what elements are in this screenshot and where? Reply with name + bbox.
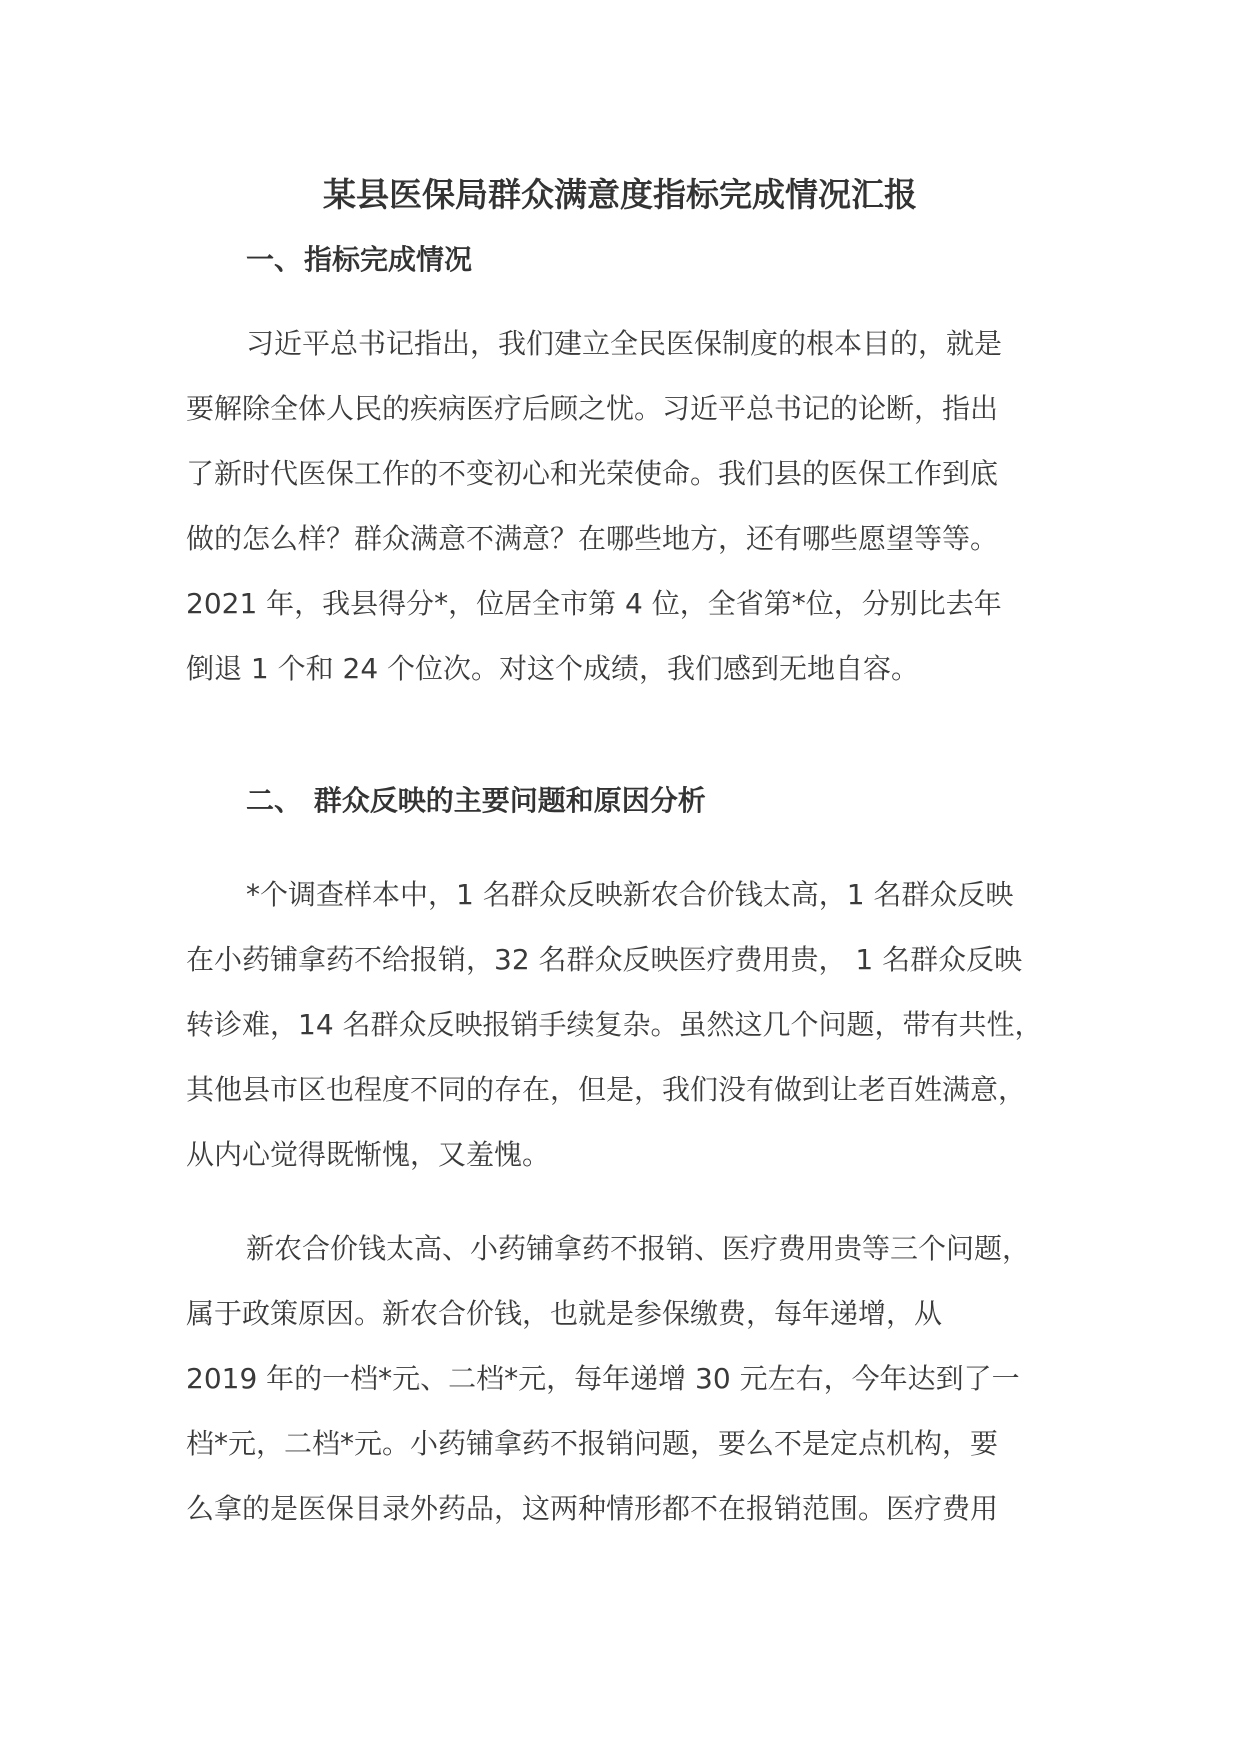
paragraph-line: 做的怎么样？群众满意不满意？在哪些地方，还有哪些愿望等等。 bbox=[186, 522, 999, 555]
paragraph-3 bbox=[186, 1216, 1066, 1541]
paragraph-line: 么拿的是医保目录外药品，这两种情形都不在报销范围。医疗费用 bbox=[186, 1492, 999, 1525]
paragraph-line: 转诊难，14 名群众反映报销手续复杂。虽然这几个问题，带有共性， bbox=[186, 1008, 1043, 1041]
section-heading-1-text: 指标完成情况 bbox=[304, 243, 473, 276]
paragraph-line: 习近平总书记指出，我们建立全民医保制度的根本目的，就是 bbox=[246, 327, 1003, 360]
paragraph-line: 了新时代医保工作的不变初心和光荣使命。我们县的医保工作到底 bbox=[186, 457, 999, 490]
paragraph-line: 倒退 1 个和 24 个位次。对这个成绩，我们感到无地自容。 bbox=[186, 652, 920, 685]
section-heading-1 bbox=[246, 238, 472, 282]
section-heading-2-text: 群众反映的主要问题和原因分析 bbox=[313, 784, 706, 817]
paragraph-line: 2019 年的一档*元、二档*元，每年递增 30 元左右，今年达到了一 bbox=[186, 1362, 1020, 1395]
section-heading-2-number: 二、 bbox=[246, 784, 303, 817]
document-title: 某县医保局群众满意度指标完成情况汇报 bbox=[323, 175, 917, 214]
paragraph-1 bbox=[186, 311, 1066, 701]
paragraph-line: 其他县市区也程度不同的存在，但是，我们没有做到让老百姓满意， bbox=[186, 1073, 1027, 1106]
section-heading-1-number: 一、 bbox=[246, 243, 303, 276]
paragraph-line: 档*元，二档*元。小药铺拿药不报销问题，要么不是定点机构，要 bbox=[186, 1427, 999, 1460]
paragraph-line: 新农合价钱太高、小药铺拿药不报销、医疗费用贵等三个问题， bbox=[246, 1232, 1031, 1265]
paragraph-line: 在小药铺拿药不给报销，32 名群众反映医疗费用贵， 1 名群众反映 bbox=[186, 943, 1023, 976]
paragraph-line: 2021 年，我县得分*，位居全市第 4 位，全省第*位，分别比去年 bbox=[186, 587, 1002, 620]
paragraph-line: 属于政策原因。新农合价钱，也就是参保缴费，每年递增，从 bbox=[186, 1297, 943, 1330]
section-heading-2 bbox=[246, 779, 706, 823]
paragraph-line: *个调查样本中，1 名群众反映新农合价钱太高，1 名群众反映 bbox=[246, 878, 1014, 911]
paragraph-line: 要解除全体人民的疾病医疗后顾之忧。习近平总书记的论断，指出 bbox=[186, 392, 999, 425]
paragraph-line: 从内心觉得既惭愧，又羞愧。 bbox=[186, 1138, 551, 1171]
paragraph-2 bbox=[186, 862, 1066, 1187]
